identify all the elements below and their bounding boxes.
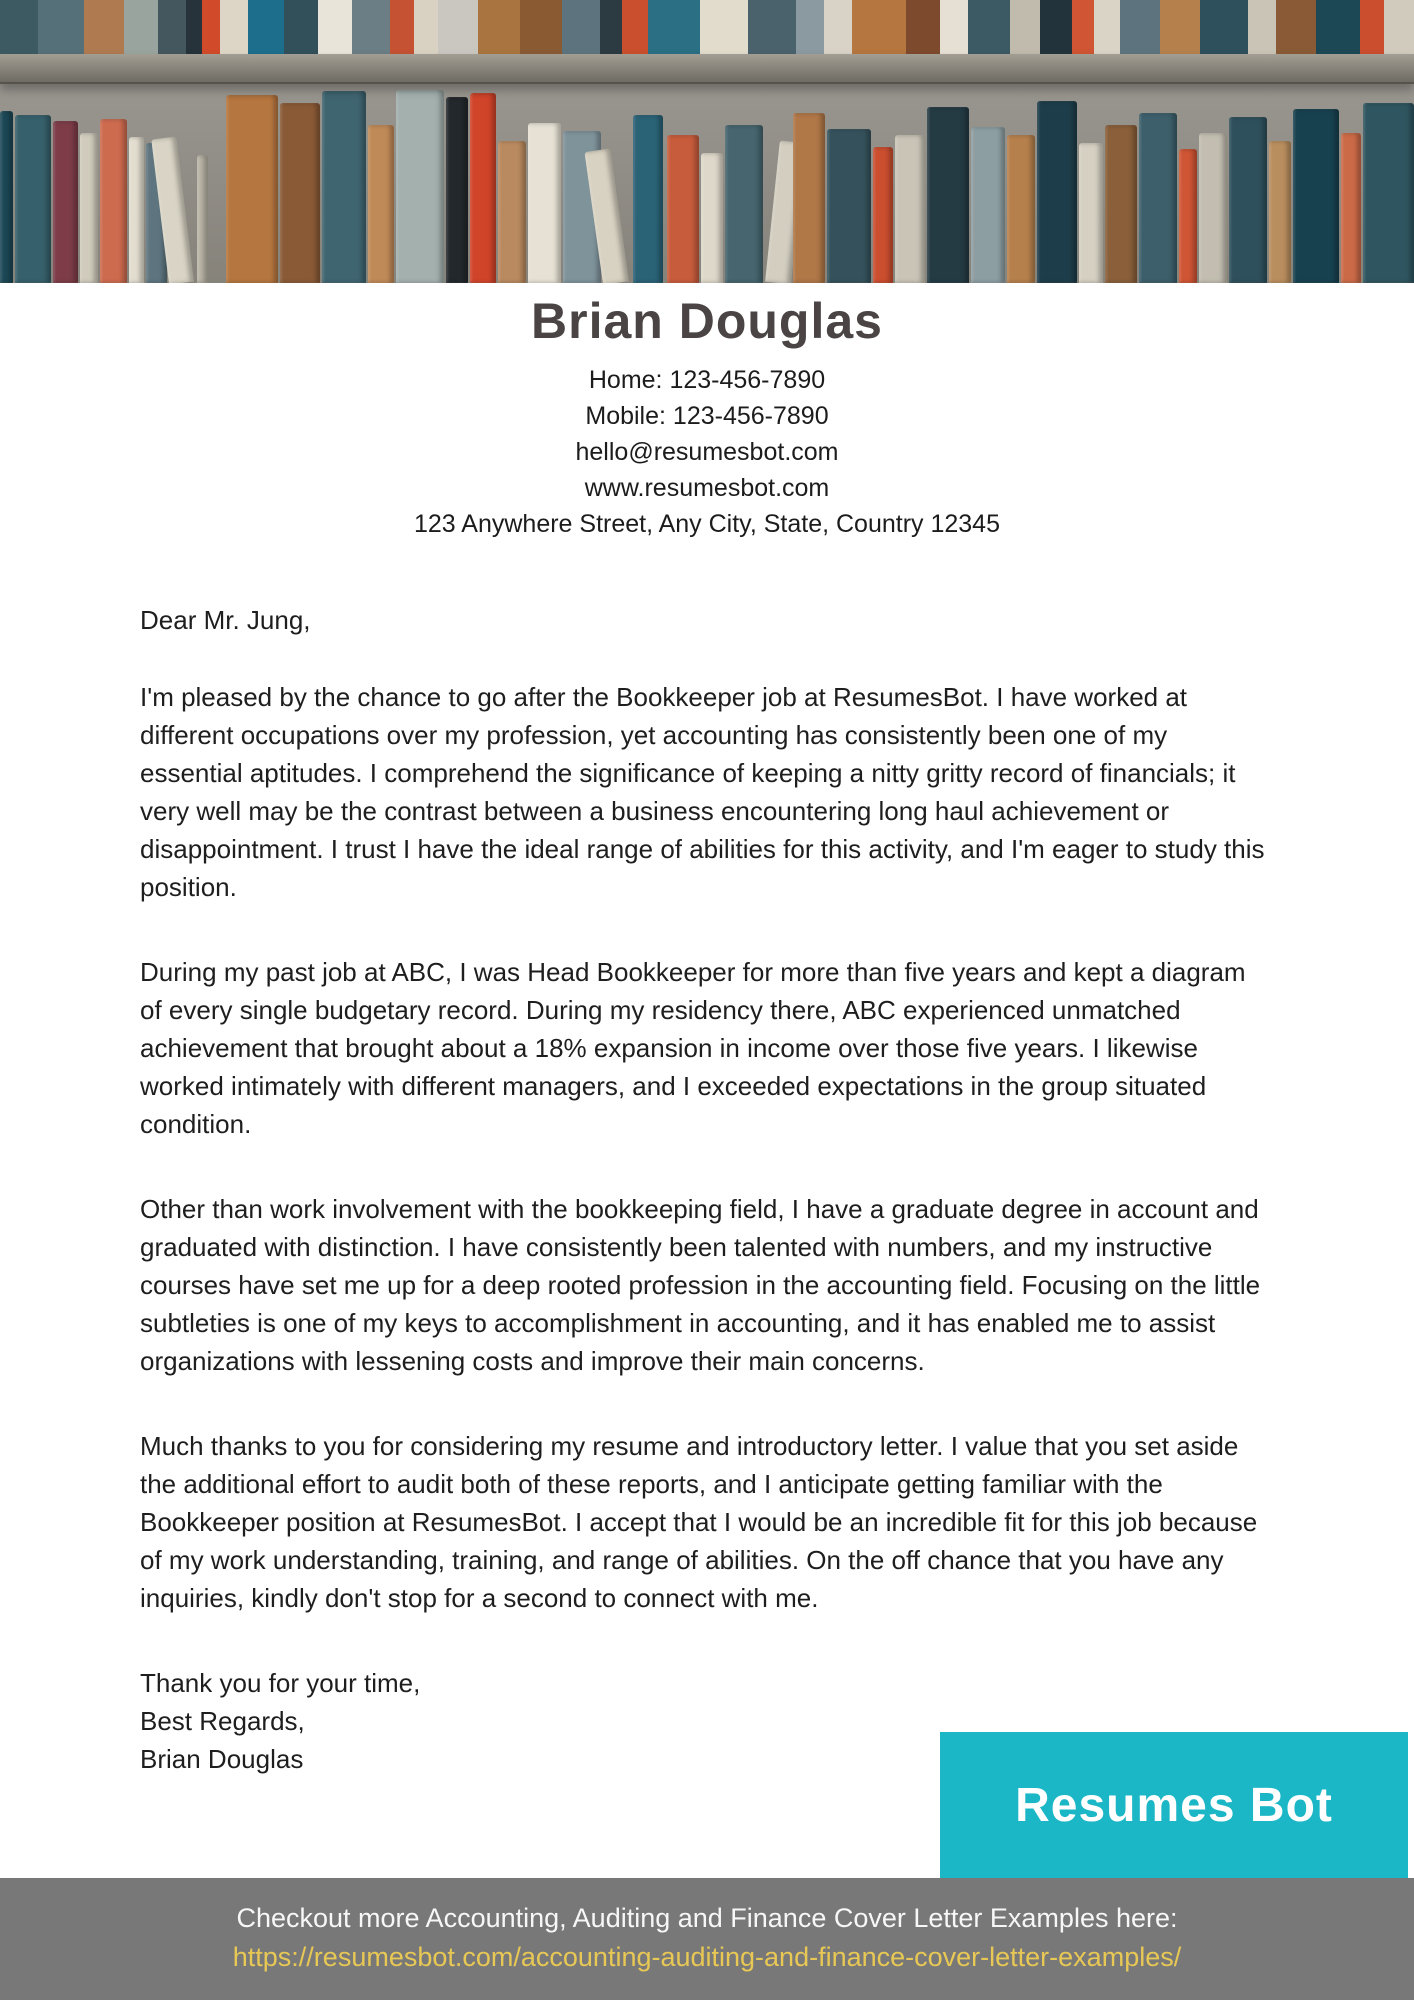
contact-line-email: hello@resumesbot.com — [575, 438, 839, 466]
page-title: Brian Douglas — [531, 293, 883, 349]
book-spine — [0, 111, 13, 283]
book-spine — [667, 135, 699, 283]
book-spine — [1341, 133, 1361, 283]
book-spine — [1179, 149, 1197, 283]
book-spine — [226, 95, 278, 283]
book-spine — [895, 135, 925, 283]
book-spine — [53, 121, 78, 283]
book-spine — [971, 127, 1005, 283]
contact-line-mobile: Mobile: 123-456-7890 — [585, 402, 829, 430]
book-spine — [725, 125, 763, 283]
book-spine — [129, 137, 144, 283]
book-spine — [1079, 143, 1103, 283]
book-spine — [927, 107, 969, 283]
contact-line-home: Home: 123-456-7890 — [588, 366, 826, 394]
closing-line-1: Thank you for your time, — [140, 1668, 421, 1698]
paragraph-3: Other than work involvement with the bookkeeping field, I have a graduate degree in account and graduated with distinction. I have consistently been talented with numbers, and my instructive courses have set me up for a deep rooted profession in the accounting field. Focusing on the little subtleties is one of my keys to accomplishment in accounting, and it has enabled me to assist organizations with lessening costs and improve their main concerns. — [140, 1194, 1261, 1376]
book-spine — [100, 119, 127, 283]
book-spine — [528, 123, 561, 283]
book-spine — [197, 155, 208, 283]
book-spine — [1229, 117, 1267, 283]
book-spine — [15, 115, 51, 283]
lower-books — [0, 82, 1414, 283]
book-spine — [1199, 133, 1227, 283]
contact-line-website: www.resumesbot.com — [584, 474, 830, 502]
book-spine — [1007, 135, 1035, 283]
closing-line-3: Brian Douglas — [140, 1744, 304, 1774]
book-spine — [1139, 113, 1177, 283]
book-spine — [446, 97, 468, 283]
book-spine — [368, 125, 394, 283]
banner-label: Resumes Bot — [1015, 1778, 1333, 1832]
bookshelf-photo — [0, 0, 1414, 283]
salutation: Dear Mr. Jung, — [140, 605, 311, 635]
book-spine — [470, 93, 496, 283]
book-spine — [873, 147, 893, 283]
closing-line-2: Best Regards, — [140, 1706, 305, 1736]
resumes-bot-banner — [940, 1732, 1408, 1878]
book-spine — [827, 129, 871, 283]
book-spine — [1269, 141, 1291, 283]
contact-block — [0, 362, 1414, 542]
book-spine — [322, 91, 366, 283]
book-spine — [80, 133, 98, 283]
paragraph-2: During my past job at ABC, I was Head Bookkeeper for more than five years and kept a diagram of every single budgetary record. During my residency there, ABC experienced unmatched achievement that brought about a 18% expansion in income over those five years. I likewise worked intimately with different managers, and I exceeded expectations in the group situated condition. — [140, 957, 1246, 1139]
book-spine — [1105, 125, 1137, 283]
book-spine — [1293, 109, 1339, 283]
footer-link[interactable]: https://resumesbot.com/accounting-auditing-and-finance-cover-letter-examples/ — [232, 1942, 1182, 1972]
book-spine — [498, 141, 526, 283]
book-spine — [701, 153, 723, 283]
paragraph-4: Much thanks to you for considering my resume and introductory letter. I value that you set aside the additional effort to audit both of these reports, and I anticipate getting familiar with the Bookkeeper position at ResumesBot. I accept that I would be an incredible fit for this job because of my work understanding, training, and range of abilities. On the off chance that you have any inquiries, kindly don't stop for a second to connect with me. — [140, 1431, 1258, 1613]
book-spine — [633, 115, 663, 283]
book-spine — [793, 113, 825, 283]
upper-book-row — [0, 0, 1414, 54]
shelf-board — [0, 54, 1414, 84]
contact-line-address: 123 Anywhere Street, Any City, State, Country 12345 — [414, 510, 1000, 538]
footer-bar — [0, 1878, 1414, 2000]
footer-text: Checkout more Accounting, Auditing and Finance Cover Letter Examples here: — [236, 1903, 1178, 1933]
book-spine — [1363, 103, 1414, 283]
book-spine — [280, 103, 320, 283]
book-spine — [1037, 101, 1077, 283]
letter-body — [140, 601, 1268, 1778]
paragraph-1: I'm pleased by the chance to go after the Bookkeeper job at ResumesBot. I have worked at different occupations over my profession, yet accounting has consistently been one of my essential aptitudes. I comprehend the significance of keeping a nitty gritty record of financials; it very well may be the contrast between a business encountering long haul achievement or disappointment. I trust I have the ideal range of abilities for this activity, and I'm eager to study this position. — [140, 682, 1265, 902]
book-spine — [396, 90, 444, 283]
